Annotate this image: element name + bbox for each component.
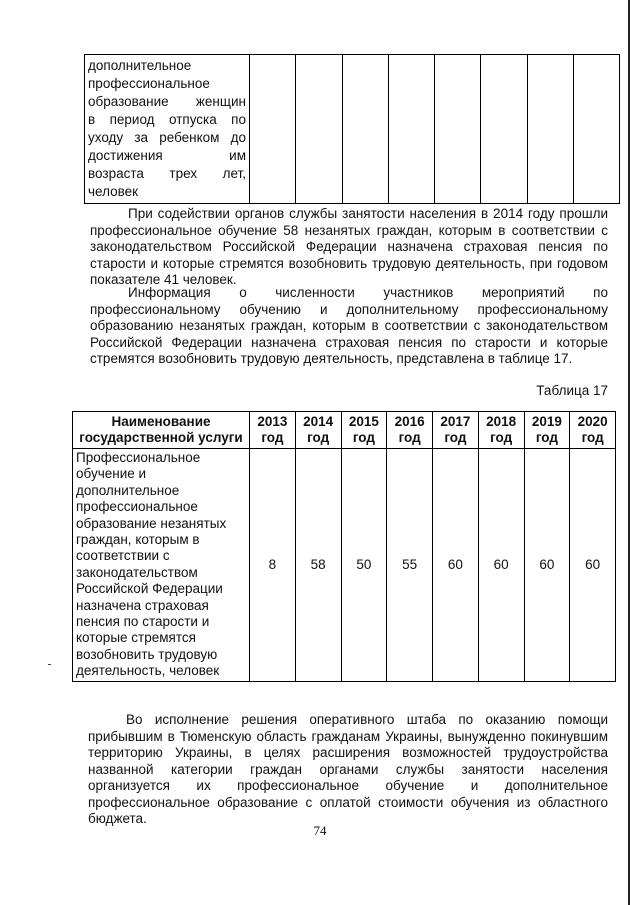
empty-cell: [573, 55, 619, 204]
name-line: возобновить трудовую: [76, 646, 218, 662]
header-year: 2019 год: [524, 412, 570, 449]
paragraph-text: Информация о численности участников мероприятий по профессиональному обучению и дополнительному профессиональному образованию незанятых граждан, которым в соответствии с законодательством Российской Федерации назначена страховая пенсия по старости и которые стремятся возобновить трудовую деятельность, представлена в таблице 17.: [90, 285, 608, 366]
value-cell: 60: [524, 449, 570, 682]
label-line: образование женщин: [88, 94, 246, 109]
label-line: достижения им: [88, 148, 246, 163]
value-cell: 8: [250, 449, 296, 682]
header-year: 2017 год: [433, 412, 479, 449]
table-caption: Таблица 17: [536, 383, 608, 398]
empty-cell: [296, 55, 342, 204]
empty-cell: [481, 55, 527, 204]
paragraph: [90, 206, 608, 289]
label-line: возраста трех лет,: [88, 166, 246, 181]
empty-cell: [342, 55, 388, 204]
name-line: дополнительное: [76, 482, 180, 498]
name-line: обучение и: [76, 466, 147, 482]
name-line: профессиональное: [76, 499, 198, 515]
table-17: [72, 411, 616, 682]
name-line: Российской Федерации: [76, 581, 223, 597]
page-number: 74: [313, 823, 327, 838]
header-year: 2015 год: [341, 412, 387, 449]
row-service-name: [73, 449, 250, 682]
label-line: дополнительное: [88, 58, 192, 73]
header-year: 2016 год: [387, 412, 433, 449]
paragraph: [88, 712, 608, 828]
value-cell: 50: [341, 449, 387, 682]
value-cell: 60: [570, 449, 616, 682]
page-edge-line: [628, 0, 630, 905]
paragraph-text: Во исполнение решения оперативного штаба по оказанию помощи прибывшим в Тюменскую область гражданам Украины, вынужденно покинувшим территорию Украины, в целях расширения возможностей трудоустройства названной категории граждан органами службы занятости населения организуется их профессиональное обучение и дополнительное профессиональное образование с оплатой стоимости обучения из областного бюджета.: [88, 712, 608, 826]
label-line: человек: [88, 184, 139, 199]
name-line: соответствии с: [76, 548, 170, 564]
name-line: граждан, которым в: [76, 532, 200, 548]
header-year: 2013 год: [250, 412, 296, 449]
empty-cell: [250, 55, 296, 204]
row-label-cell: [85, 55, 250, 204]
paragraph-text: При содействии органов службы занятости населения в 2014 году прошли профессиональное обучение 58 незанятых граждан, которым в соответствии с законодательством Российской Федерации назначена страховая пенсия по старости и которые стремятся возобновить трудовую деятельность, при годовом показателе 41 человек.: [90, 206, 608, 287]
empty-cell: [435, 55, 481, 204]
name-line: Профессиональное: [76, 450, 201, 465]
table-row: [85, 55, 620, 204]
name-line: деятельность, человек: [76, 663, 220, 679]
empty-cell: [527, 55, 573, 204]
value-cell: 55: [387, 449, 433, 682]
table-header-row: [73, 412, 616, 449]
name-line: которые стремятся: [76, 630, 196, 646]
name-line: пенсия по старости и: [76, 614, 210, 630]
value-cell: 60: [478, 449, 524, 682]
value-cell: 60: [433, 449, 479, 682]
continued-table: [84, 54, 620, 204]
label-line: в период отпуска по: [88, 112, 246, 127]
header-year: 2014 год: [295, 412, 341, 449]
label-line: уходу за ребенком до: [88, 130, 246, 145]
paragraph: [90, 285, 608, 368]
name-line: законодательством: [76, 564, 198, 580]
empty-cell: [388, 55, 434, 204]
value-cell: 58: [295, 449, 341, 682]
name-line: образование незанятых: [76, 515, 227, 531]
table-row: [73, 449, 616, 682]
header-service-name: Наименование государственной услуги: [73, 412, 250, 449]
header-year: 2020 год: [570, 412, 616, 449]
label-line: профессиональное: [88, 76, 210, 91]
header-year: 2018 год: [478, 412, 524, 449]
name-line: назначена страховая: [76, 597, 209, 613]
scan-artifact: [48, 664, 51, 665]
